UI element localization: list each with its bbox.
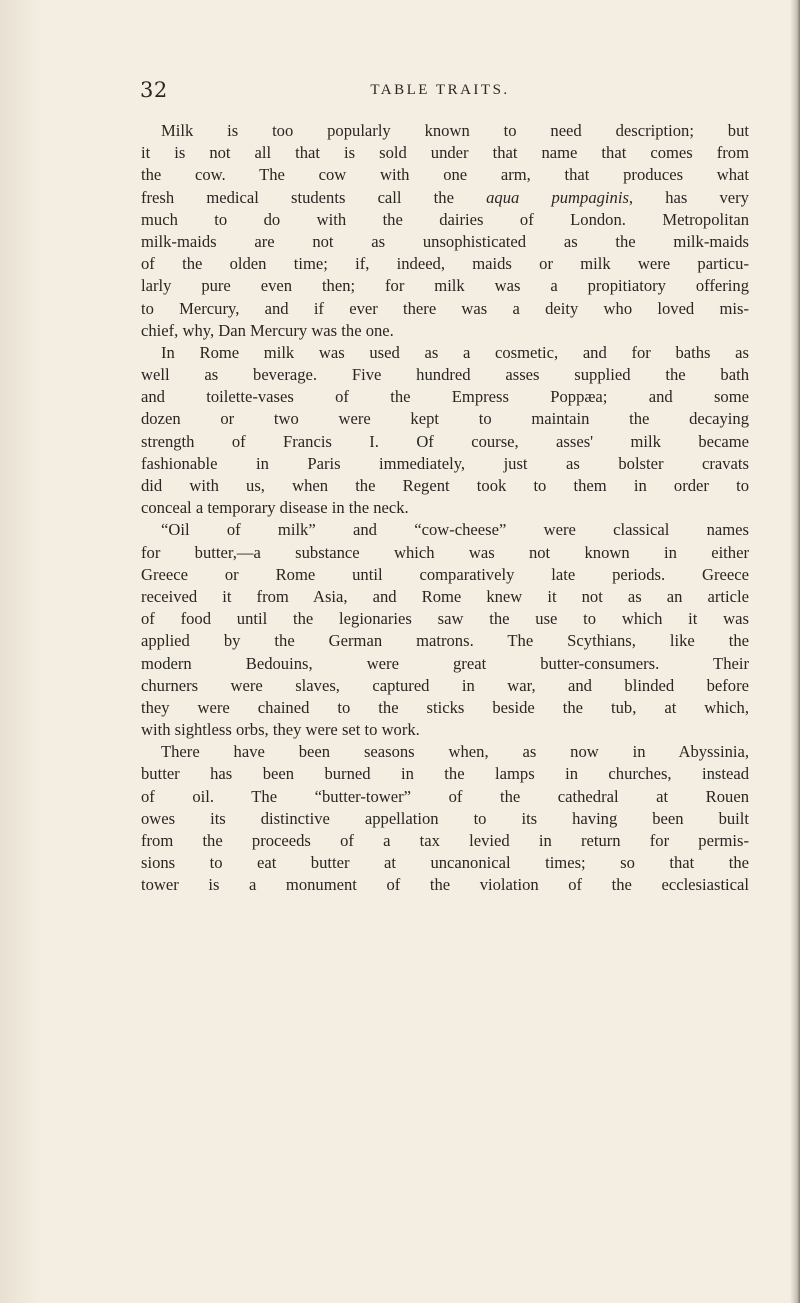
- text-line: of food until the legionaries saw the use to which it was: [141, 609, 749, 629]
- text-line: In Rome milk was used as a cosmetic, and for baths as: [161, 342, 749, 362]
- text-line: modern Bedouins, were great butter-consumers. Their: [141, 653, 749, 673]
- text-fragment: , has very: [628, 187, 749, 207]
- body-text: [141, 120, 749, 897]
- text-line: “Oil of milk” and “cow-cheese” were classical names: [161, 520, 749, 540]
- text-line: for butter,—a substance which was not known in either: [141, 542, 749, 562]
- text-line: sions to eat butter at uncanonical times; so that the: [141, 853, 749, 873]
- text-line: dozen or two were kept to maintain the decaying: [141, 409, 749, 429]
- text-line: of the olden time; if, indeed, maids or milk were particu-: [141, 254, 749, 274]
- text-line: much to do with the dairies of London. Metropolitan: [141, 209, 749, 229]
- text-line: received it from Asia, and Rome knew it not as an article: [141, 586, 749, 606]
- text-line: from the proceeds of a tax levied in return for permis-: [141, 831, 749, 850]
- page-header: [140, 78, 740, 108]
- text-fragment: fresh medical students call the: [141, 187, 487, 207]
- page-number: 32: [140, 78, 168, 102]
- text-line: Milk is too popularly known to need description; but: [161, 121, 749, 140]
- text-line: strength of Francis I. Of course, asses' milk became: [141, 431, 749, 451]
- text-line: of oil. The “butter-tower” of the cathedral at Rouen: [141, 786, 749, 806]
- text-line: and toilette-vases of the Empress Poppæa; and some: [141, 387, 749, 407]
- text-line: to Mercury, and if ever there was a deity who loved mis-: [141, 298, 749, 318]
- text-line: larly pure even then; for milk was a propitiatory offering: [141, 276, 749, 296]
- text-line: Greece or Rome until comparatively late periods. Greece: [141, 564, 749, 584]
- text-line: milk-maids are not as unsophisticated as the milk-maids: [141, 231, 749, 251]
- text-line: well as beverage. Five hundred asses supplied the bath: [141, 365, 749, 385]
- text-line: churners were slaves, captured in war, and blinded before: [141, 675, 749, 695]
- text-line: There have been seasons when, as now in Abyssinia,: [161, 742, 749, 762]
- text-line: conceal a temporary disease in the neck.: [141, 498, 409, 518]
- text-line: the cow. The cow with one arm, that produces what: [141, 165, 749, 185]
- text-line: they were chained to the sticks beside the tub, at which,: [141, 697, 749, 717]
- text-line: butter has been burned in the lamps in churches, instead: [141, 764, 749, 784]
- text-line: chief, why, Dan Mercury was the one.: [141, 320, 394, 340]
- text-line: [141, 187, 749, 209]
- page-edge-shadow: [790, 0, 800, 1303]
- text-line: fashionable in Paris immediately, just as bolster cravats: [141, 453, 749, 473]
- text-line: applied by the German matrons. The Scythians, like the: [141, 631, 749, 651]
- text-line: it is not all that is sold under that name that comes from: [141, 143, 749, 163]
- text-line: tower is a monument of the violation of the ecclesiastical: [141, 875, 749, 895]
- italic-phrase: aqua pumpaginis: [486, 187, 629, 207]
- text-line: with sightless orbs, they were set to work.: [141, 720, 420, 740]
- text-line: owes its distinctive appellation to its having been built: [141, 808, 749, 828]
- running-title: TABLE TRAITS.: [370, 82, 510, 98]
- text-line: did with us, when the Regent took to them in order to: [141, 476, 749, 495]
